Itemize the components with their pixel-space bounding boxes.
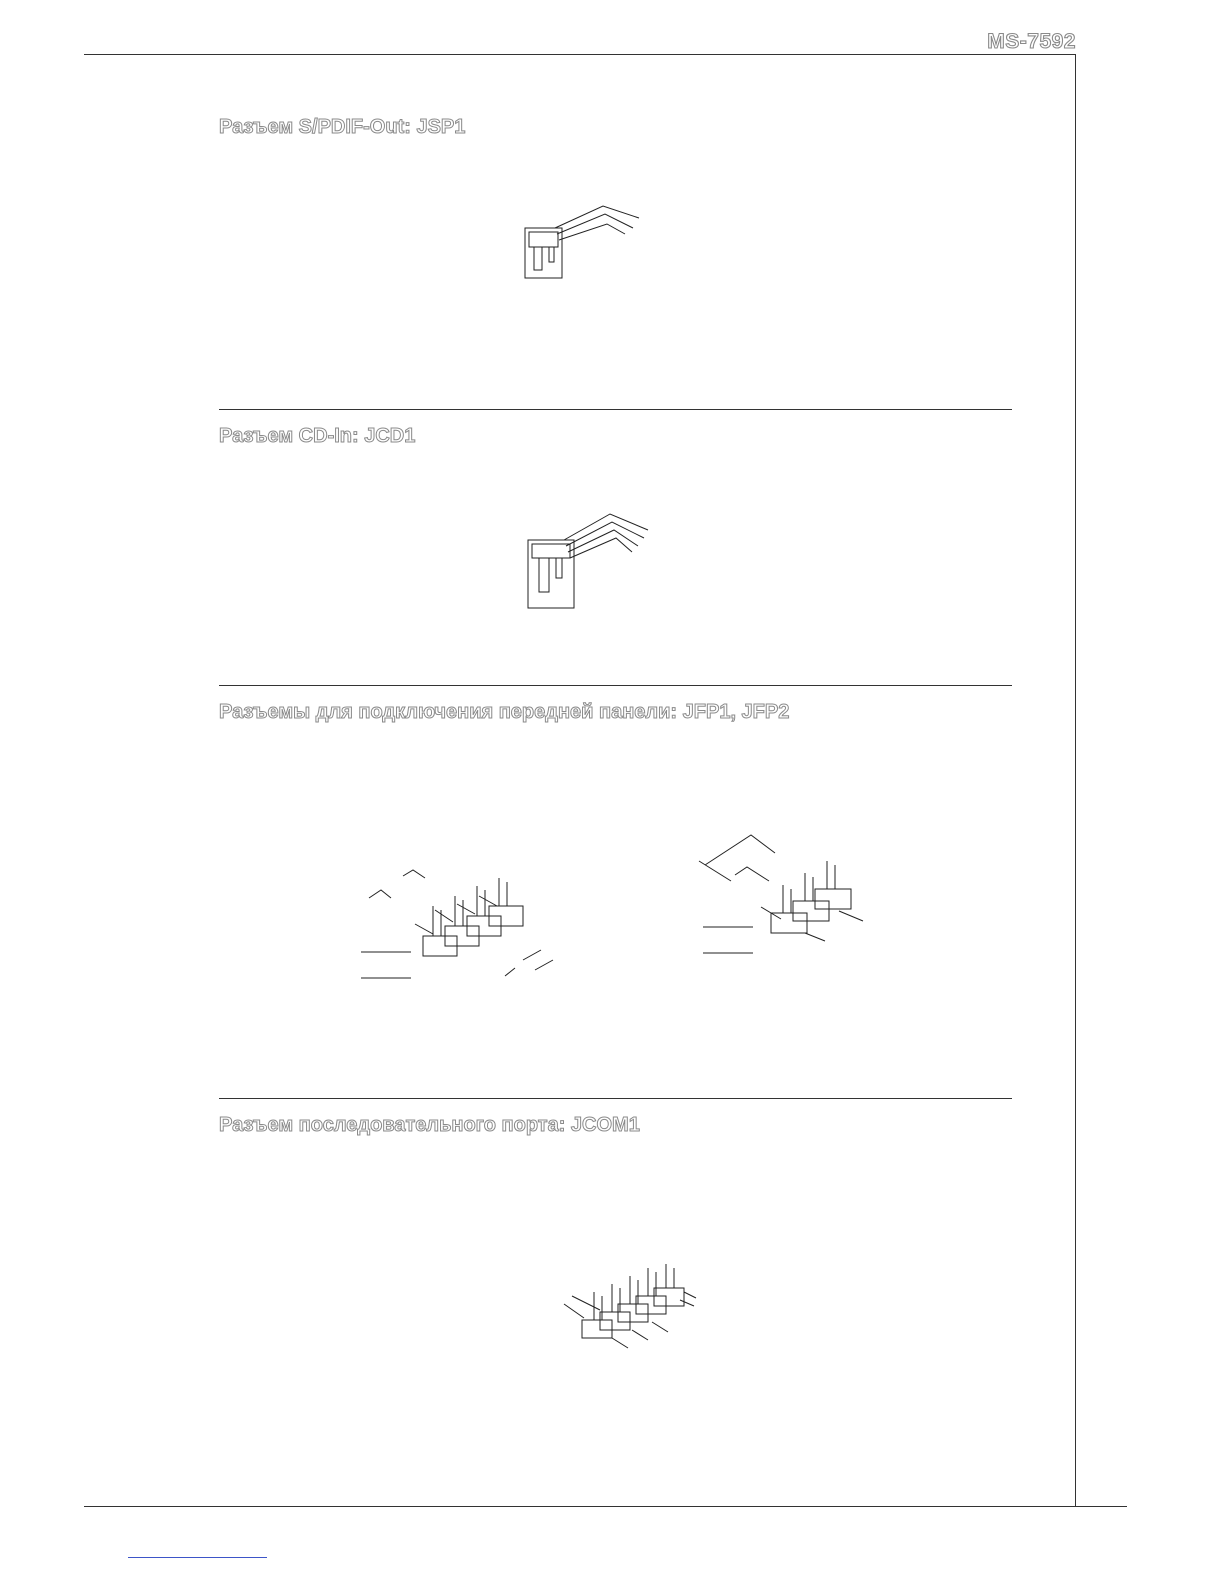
jcom1-pin-header-icon <box>560 1260 710 1360</box>
page-header-model: MS-7592 <box>987 30 1076 53</box>
section-title-cd-in: Разъем CD-In: JCD1 <box>219 425 416 447</box>
header-rule <box>84 54 1076 55</box>
cd-in-connector-icon <box>520 508 670 618</box>
section-title-serial-port: Разъем последовательного порта: JCOM1 <box>219 1114 640 1136</box>
spdif-connector-icon <box>515 200 655 290</box>
section-title-front-panel: Разъемы для подключения передней панели: JFP1, JFP2 <box>219 701 790 723</box>
section-divider <box>219 1098 1012 1099</box>
footer-rule <box>84 1506 1127 1507</box>
right-margin-rule <box>1075 54 1076 1506</box>
section-title-spdif: Разъем S/PDIF-Out: JSP1 <box>219 116 466 138</box>
section-divider <box>219 409 1012 410</box>
section-divider <box>219 685 1012 686</box>
jfp1-pin-header-icon <box>355 860 575 990</box>
footer-link-underline[interactable] <box>128 1557 267 1558</box>
jfp2-pin-header-icon <box>695 825 895 965</box>
